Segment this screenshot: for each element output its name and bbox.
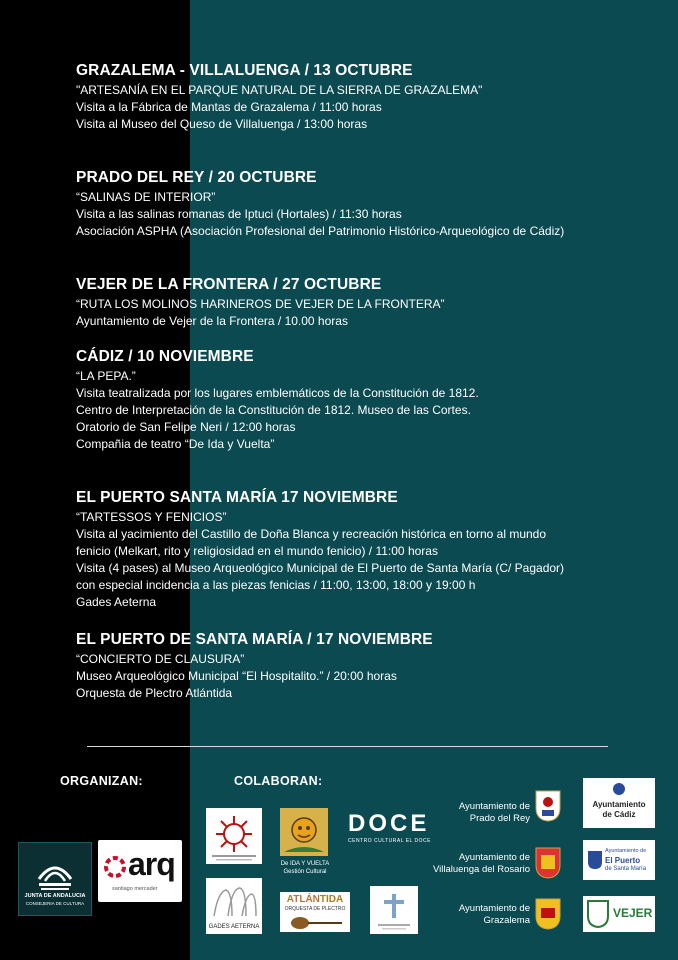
event-subtitle: "ARTESANÍA EN EL PARQUE NATURAL DE LA SIERRA DE GRAZALEMA" (76, 83, 483, 97)
ayto-grazalema-line: Ayuntamiento de (458, 903, 530, 914)
gades-label: GADES AETERNA (208, 924, 260, 930)
arq-wordmark: arq (128, 846, 175, 882)
event-prado-del-rey (76, 169, 656, 240)
event-line: con especial incidencia a las piezas fenicias / 11:00, 13:00, 18:00 y 19:00 h (76, 578, 476, 592)
event-line: Orquesta de Plectro Atlántida (76, 686, 233, 700)
event-line: fenicio (Melkart, rito y religiosidad en el mundo fenicio) / 11:00 horas (76, 544, 438, 558)
arq-logo (98, 840, 182, 902)
event-line: Ayuntamiento de Vejer de la Frontera / 10.00 horas (76, 314, 348, 328)
doce-wordmark: DOCE (348, 810, 430, 837)
event-title: EL PUERTO DE SANTA MARÍA / 17 NOVIEMBRE (76, 631, 433, 648)
organizan-label: ORGANIZAN: (60, 774, 143, 788)
puerto-line-1: Ayuntamiento de (605, 848, 647, 854)
ayto-villaluenga-line: Ayuntamiento de (458, 852, 530, 863)
ida-vuelta-name: De IDA Y VUELTA (280, 861, 330, 867)
ayto-cadiz-logo (583, 778, 655, 828)
event-title: GRAZALEMA - VILLALUENGA / 13 OCTUBRE (76, 62, 413, 79)
event-title: VEJER DE LA FRONTERA / 27 OCTUBRE (76, 276, 382, 293)
junta-andalucia-logo (18, 842, 92, 916)
oratorio-logo (370, 886, 418, 934)
vejer-wordmark: VEJER (613, 906, 653, 920)
doce-subtitle: CENTRO CULTURAL EL DOCE (348, 838, 431, 844)
event-title: PRADO DEL REY / 20 OCTUBRE (76, 169, 317, 186)
event-subtitle: “CONCIERTO DE CLAUSURA” (76, 652, 245, 666)
puerto-line-3: de Santa María (605, 866, 647, 872)
event-puerto-santa-maria (76, 489, 656, 611)
event-subtitle: “SALINAS DE INTERIOR” (76, 190, 216, 204)
event-line: Visita teatralizada por los lugares emblemáticos de la Constitución de 1812. (76, 386, 479, 400)
aspha-logo (206, 808, 262, 864)
ayto-puerto-logo (583, 840, 655, 880)
event-line: Asociación ASPHA (Asociación Profesional del Patrimonio Histórico-Arqueológico de Cádiz) (76, 224, 565, 238)
ayto-prado-label (440, 801, 530, 825)
ayto-villaluenga-line: Villaluenga del Rosario (433, 864, 530, 875)
cadiz-line-1: Ayuntamiento (592, 800, 646, 809)
oratorio-cross-icon (370, 886, 418, 934)
ayto-villaluenga-label (420, 852, 530, 876)
event-concierto-clausura (76, 631, 656, 702)
event-line: Visita al Museo del Queso de Villaluenga / 13:00 horas (76, 117, 368, 131)
event-title: EL PUERTO SANTA MARÍA 17 NOVIEMBRE (76, 489, 398, 506)
divider-line (87, 746, 608, 747)
ayto-prado-line: Prado del Rey (469, 813, 530, 824)
event-subtitle: “TARTESSOS Y FENICIOS” (76, 510, 227, 524)
event-cadiz (76, 348, 656, 453)
gades-figures-icon (206, 878, 262, 922)
villaluenga-shield-icon (535, 847, 561, 879)
event-line: Centro de Interpretación de la Constitución de 1812. Museo de las Cortes. (76, 403, 471, 417)
junta-name: JUNTA DE ANDALUCIA (24, 893, 86, 899)
event-title: CÁDIZ / 10 NOVIEMBRE (76, 348, 254, 365)
atlantida-logo (280, 892, 350, 932)
junta-emblem-icon (19, 849, 91, 895)
event-line: Oratorio de San Felipe Neri / 12:00 horas (76, 420, 296, 434)
ida-vuelta-logo (280, 808, 328, 856)
arq-subtitle: santiago mercader (112, 886, 158, 892)
event-subtitle: “LA PEPA.” (76, 369, 136, 383)
grazalema-shield-icon (535, 898, 561, 930)
mandolin-icon (280, 914, 350, 932)
colaboran-label: COLABORAN: (234, 774, 323, 788)
event-line: Compañia de teatro “De Ida y Vuelta” (76, 437, 275, 451)
event-line: Gades Aeterna (76, 595, 157, 609)
ayto-prado-line: Ayuntamiento de (458, 801, 530, 812)
event-line: Visita al yacimiento del Castillo de Doña Blanca y recreación histórica en torno al mundo (76, 527, 547, 541)
ida-vuelta-sun-icon (280, 808, 328, 856)
event-subtitle: “RUTA LOS MOLINOS HARINEROS DE VEJER DE LA FRONTERA” (76, 297, 445, 311)
event-line: Museo Arqueológico Municipal “El Hospitalito.” / 20:00 horas (76, 669, 397, 683)
ayto-grazalema-label (440, 903, 530, 927)
cadiz-crest-icon (583, 778, 655, 798)
arq-circle-icon (104, 856, 126, 878)
event-vejer (76, 276, 656, 330)
puerto-line-2: El Puerto (605, 856, 641, 865)
prado-del-rey-shield-icon (535, 790, 561, 822)
ida-vuelta-sub: Gestión Cultural (283, 869, 327, 875)
ida-vuelta-label (268, 860, 342, 876)
event-line: Visita a las salinas romanas de Iptuci (Hortales) / 11:30 horas (76, 207, 402, 221)
aspha-emblem-icon (206, 808, 262, 864)
event-line: Visita a la Fábrica de Mantas de Grazalema / 11:00 horas (76, 100, 382, 114)
gades-aeterna-logo (206, 878, 262, 934)
atlantida-sub: ORQUESTA DE PLECTRO (284, 906, 346, 912)
junta-dept: CONSEJERIA DE CULTURA (25, 901, 85, 906)
puerto-crest-icon (587, 850, 603, 870)
doce-logo (348, 810, 436, 846)
event-line: Visita (4 pases) al Museo Arqueológico Municipal de El Puerto de Santa María (C/ Pagador) (76, 561, 565, 575)
vejer-shield-icon (587, 900, 609, 928)
atlantida-name: ATLÁNTIDA (286, 894, 344, 905)
ayto-grazalema-line: Grazalema (483, 915, 530, 926)
vejer-logo (583, 896, 655, 932)
cadiz-line-2: de Cádiz (602, 810, 636, 819)
event-grazalema (76, 62, 656, 133)
